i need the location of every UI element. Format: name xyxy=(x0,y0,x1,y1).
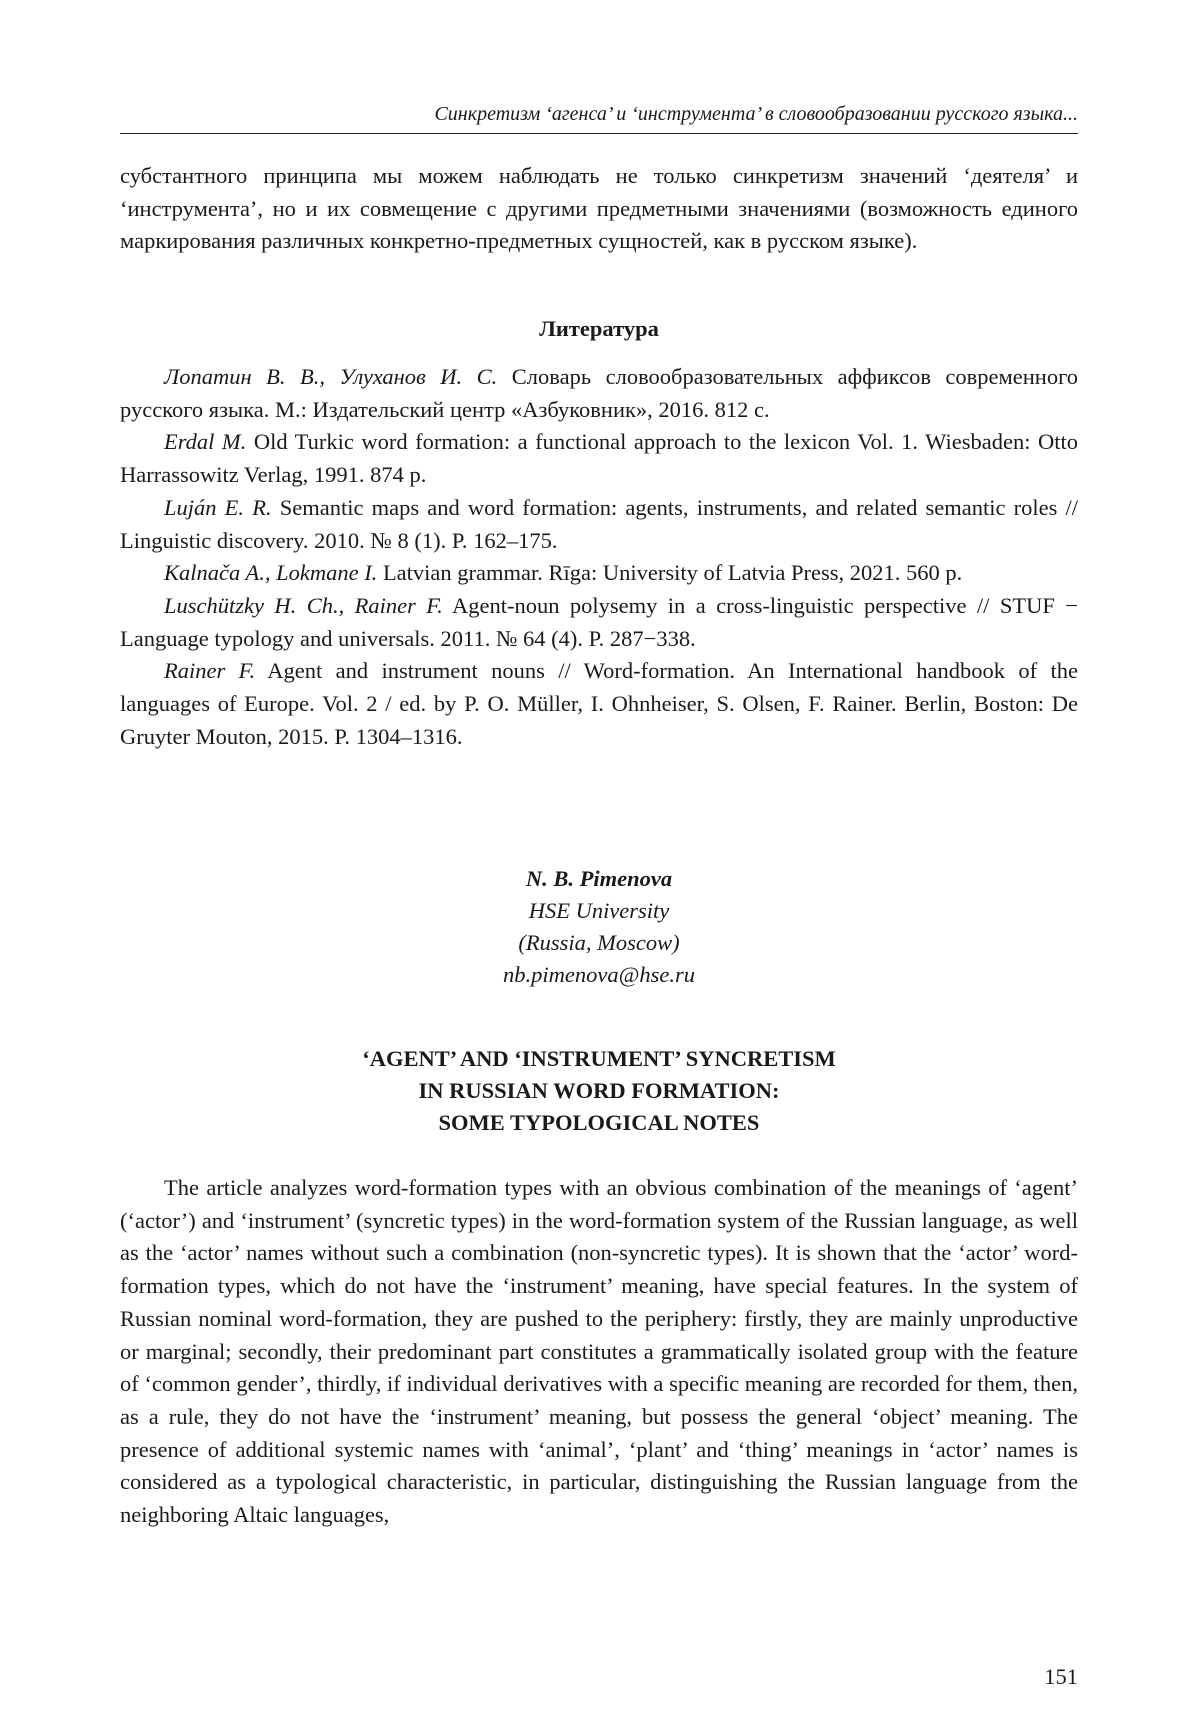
header-rule xyxy=(120,133,1078,134)
reference-text: Old Turkic word formation: a functional approach to the lexicon Vol. 1. Wiesbaden: Otto Harrassowitz Verlag, 1991. 874 p. xyxy=(120,429,1078,488)
reference-text: Agent and instrument nouns // Word-formation. An International handbook of the languages of Europe. Vol. 2 / ed. by P. O. Müller, I. Ohnheiser, S. Olsen, F. Rainer. Berlin, Boston: De Gruyter Mouton, 2015. P. 1304–1316. xyxy=(120,658,1078,749)
reference-text: Agent-noun polysemy in a cross-linguistic perspective // STUF − Language typology and universals. 2011. № 64 (4). P. 287−338. xyxy=(120,592,1078,651)
intro-paragraph xyxy=(120,160,1078,258)
reference-author: Rainer F. xyxy=(164,658,256,684)
author-location: (Russia, Moscow) xyxy=(518,930,680,955)
abstract xyxy=(120,1172,1078,1532)
author-affiliation: HSE University xyxy=(528,898,670,923)
author-block xyxy=(120,863,1078,991)
reference-text: Latvian grammar. Rīga: University of Latvia Press, 2021. 560 p. xyxy=(377,560,963,586)
reference-text: Словарь словообразовательных аффиксов современного русского языка. М.: Издательский центр «Азбуковник», 2016. 812 с. xyxy=(120,364,1079,422)
literature-heading: Литература xyxy=(539,316,659,341)
reference-author: Лопатин В. В., Улуханов И. С. xyxy=(164,364,498,389)
abstract-text: The article analyzes word-formation types with an obvious combination of the meanings of ‘agent’ (‘actor’) and ‘instrument’ (syncretic types) in the word-formation system of the Russian language, as well as the ‘actor’ names without such a combination (non-syncretic types). It is shown that the ‘actor’ word-formation types, which do not have the ‘instrument’ meaning, have special features. In the system of Russian nominal word-formation, they are pushed to the periphery: firstly, they are mainly unproductive or marginal; secondly, their predominant part constitutes a grammatically isolated group with the feature of ‘common gender’, thirdly, if individual derivatives with a specific meaning are recorded for them, then, as a rule, they do not have the ‘instrument’ meaning, but possess the general ‘object’ meaning. The presence of additional systemic names with ‘animal’, ‘plant’ and ‘thing’ meanings in ‘actor’ names is considered as a typological characteristic, in particular, distinguishing the Russian language from the neighboring Altaic languages, xyxy=(120,1175,1078,1528)
reference-author: Erdal M. xyxy=(164,429,247,455)
running-header: Синкретизм ‘агенса’ и ‘инструмента’ в словообразовании русского языка... xyxy=(434,103,1078,125)
article-title-line: ‘AGENT’ AND ‘INSTRUMENT’ SYNCRETISM xyxy=(362,1046,836,1071)
reference-list xyxy=(120,361,1078,753)
reference-item xyxy=(120,426,1078,491)
reference-item xyxy=(120,590,1078,655)
page-number: 151 xyxy=(1044,1664,1078,1689)
reference-text: Semantic maps and word formation: agents, instruments, and related semantic roles // Linguistic discovery. 2010. № 8 (1). P. 162–175. xyxy=(120,494,1078,553)
article-title xyxy=(120,1043,1078,1139)
article-title-line: SOME TYPOLOGICAL NOTES xyxy=(438,1110,760,1135)
author-name: N. B. Pimenova xyxy=(525,866,673,891)
reference-author: Kalnača A., Lokmane I. xyxy=(164,560,378,586)
reference-item xyxy=(120,492,1078,557)
article-title-line: IN RUSSIAN WORD FORMATION: xyxy=(418,1078,780,1103)
reference-item xyxy=(120,361,1078,426)
reference-author: Luján E. R. xyxy=(164,494,272,520)
reference-item xyxy=(120,557,1078,590)
reference-item xyxy=(120,655,1078,753)
author-email: nb.pimenova@hse.ru xyxy=(503,962,695,987)
reference-author: Luschützky H. Ch., Rainer F. xyxy=(164,592,443,618)
intro-text: субстантного принципа мы можем наблюдать не только синкретизм значений ‘деятеля’ и ‘инструмента’, но и их совмещение с другими предметными значениями (возможность единого маркирования различных конкретно-предметных сущностей, как в русском языке). xyxy=(120,163,1078,254)
